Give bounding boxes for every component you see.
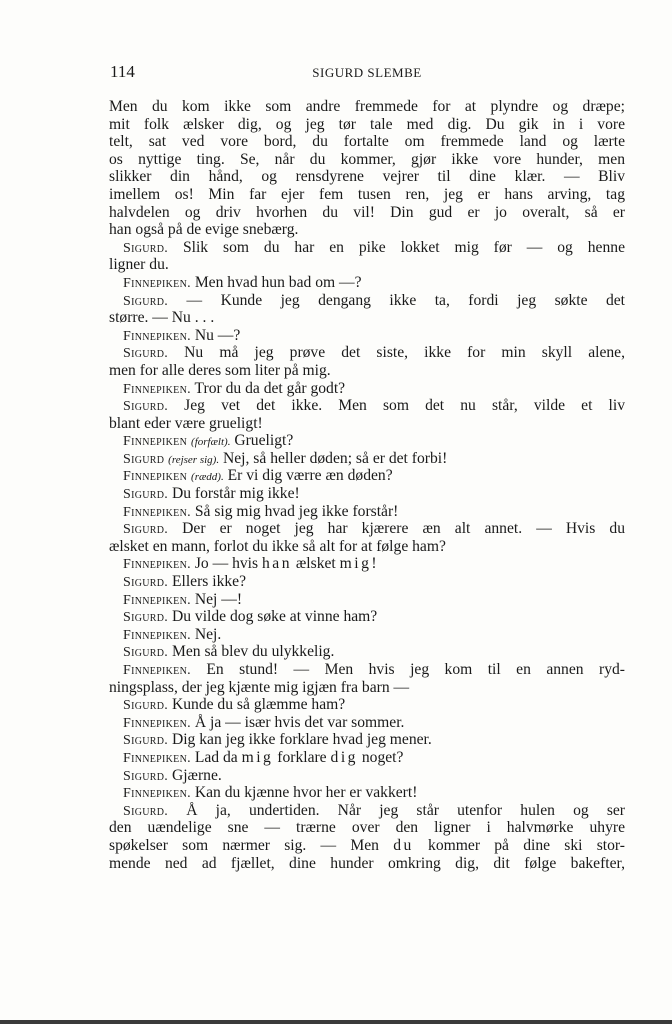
line-text: Kan du kjænne hvor her er vakkert! [190, 784, 418, 802]
text-line [109, 731, 625, 749]
line-text: ningsplass, der jeg kjænte mig igjæn fra barn — [109, 678, 410, 696]
line-text: blant eder være grueligt! [109, 414, 263, 432]
line-text: Jo — hvis [190, 555, 262, 573]
line-text: forklare [273, 748, 331, 766]
text-line [109, 837, 625, 855]
line-text: telt, sat ved vore bord, du fortalte om fremmede land og lærte [109, 133, 625, 151]
line-text: Nej. [190, 625, 222, 643]
text-line [109, 292, 625, 310]
emphasis: dig [330, 748, 358, 766]
speaker-name: Sigurd. [123, 733, 169, 749]
page-number: 114 [110, 62, 135, 81]
speaker-name: Finnepiken. [123, 381, 191, 397]
text-line [109, 274, 625, 292]
text-line [109, 538, 625, 556]
text-line [109, 362, 625, 380]
speaker-name: Finnepiken. [123, 786, 191, 802]
speaker-name: Sigurd. [123, 346, 169, 362]
text-line [109, 485, 625, 503]
text-line [109, 555, 625, 573]
text-line [109, 204, 625, 222]
line-text: Du vilde dog søke at vinne ham? [168, 608, 378, 626]
text-line [109, 380, 625, 398]
line-text: Jeg vet det ikke. Men som det nu står, vilde et liv [168, 397, 625, 415]
line-text: noget? [357, 748, 404, 766]
text-line [109, 450, 625, 468]
line-text: os nyttige ting. Se, når du kommer, gjør ikke vore hunder, men [109, 150, 625, 168]
text-line [109, 626, 625, 644]
speaker-name: Finnepiken [123, 469, 188, 485]
text-line [109, 116, 625, 134]
line-text: imellem os! Min far ejer fem tusen ren, jeg er hans arving, tag [109, 185, 625, 203]
text-line [109, 221, 625, 239]
stage-direction: (rædd). [191, 471, 224, 484]
line-text: ligner du. [109, 256, 169, 274]
speaker-name: Sigurd. [123, 399, 169, 415]
speaker-name: Finnepiken. [123, 627, 191, 643]
line-text: Å ja, undertiden. Når jeg står utenfor hulen og ser [168, 801, 625, 819]
speaker-name: Finnepiken. [123, 750, 191, 766]
line-text: Nu —? [190, 326, 241, 344]
text-line [109, 749, 625, 767]
emphasis: mig [241, 748, 274, 766]
text-line [109, 98, 625, 116]
page-bottom-edge [0, 1020, 672, 1024]
text-line [109, 855, 625, 873]
line-text: — Kunde jeg dengang ikke ta, fordi jeg søkte det [168, 291, 625, 309]
speaker-name: Sigurd. [123, 645, 169, 661]
line-text: Men du kom ikke som andre fremmede for at plyndre og dræpe; [109, 98, 625, 115]
stage-direction: (rejser sig). [168, 453, 220, 466]
speaker-name: Finnepiken. [123, 504, 191, 520]
line-text: Ellers ikke? [168, 573, 247, 591]
line-text: mende ned ad fjællet, dine hunder omkring dig, dit følge bakefter, [109, 854, 625, 872]
speaker-name: Sigurd. [123, 698, 169, 714]
line-text: Tror du da det går godt? [190, 379, 346, 397]
line-text: ælsket [292, 555, 340, 573]
text-line [109, 432, 625, 450]
line-text: den uændelige sne — trærne over den ligner i halvmørke uhyre [109, 819, 625, 837]
speaker-name: Finnepiken. [123, 663, 191, 678]
emphasis: du [393, 836, 414, 854]
line-text: Slik som du har en pike lokket mig før — og henne [168, 238, 625, 256]
speaker-name: Sigurd. [123, 768, 169, 784]
speaker-name: Sigurd. [123, 487, 169, 503]
line-text: Kunde du så glæmme ham? [168, 696, 346, 714]
line-text: Der er noget jeg har kjærere æn alt annet. — Hvis du [168, 520, 625, 538]
text-line [109, 802, 625, 820]
line-text: spøkelser som nærmer sig. — Men [109, 836, 394, 854]
speaker-name: Sigurd. [123, 610, 169, 626]
text-line [109, 186, 625, 204]
text-line [109, 714, 625, 732]
speaker-name: Sigurd. [123, 575, 169, 591]
speaker-name: Sigurd [123, 451, 165, 467]
line-text: halvdelen og driv hvorhen du vil! Din gud er jo overalt, så er [109, 203, 625, 221]
text-line [109, 767, 625, 785]
line-text: En stund! — Men hvis jeg kom til en annen ryd- [190, 661, 625, 678]
running-head: SIGURD SLEMBE [312, 65, 422, 80]
speaker-name: Sigurd. [123, 293, 169, 309]
line-text: mit folk ælsker dig, og jeg tør tale med dig. Du gik in i vore [109, 115, 625, 133]
speaker-name: Finnepiken [123, 434, 188, 450]
text-line [109, 309, 625, 327]
text-line [109, 415, 625, 433]
speaker-name: Finnepiken. [123, 557, 191, 573]
line-text: Er vi dig værre æn døden? [223, 467, 393, 485]
text-line [109, 643, 625, 661]
text-line [109, 133, 625, 151]
line-text: men for alle deres som liter på mig. [109, 361, 331, 379]
text-line [109, 661, 625, 679]
text-line [109, 520, 625, 538]
text-line [109, 256, 625, 274]
text-line [109, 679, 625, 697]
line-text: Så sig mig hvad jeg ikke forstår! [190, 502, 399, 520]
speaker-name: Sigurd. [123, 240, 169, 256]
page-header [110, 62, 624, 86]
line-text: ! [371, 555, 377, 573]
line-text: Nu må jeg prøve det siste, ikke for min skyll alene, [168, 344, 625, 362]
line-text: Grueligt? [230, 432, 294, 450]
text-line [109, 467, 625, 485]
text-line [109, 151, 625, 169]
line-text: Dig kan jeg ikke forklare hvad jeg mener. [168, 731, 432, 749]
text-line [109, 344, 625, 362]
line-text: Lad da [190, 748, 242, 766]
line-text: han også på de evige snebærg. [109, 221, 299, 239]
stage-direction: (forfælt). [191, 436, 231, 449]
line-text: kommer på dine ski stor- [413, 836, 625, 854]
text-line [109, 819, 625, 837]
line-text: Å ja — især hvis det var sommer. [190, 713, 405, 731]
text-line [109, 591, 625, 609]
speaker-name: Finnepiken. [123, 328, 191, 344]
line-text: slikker din hånd, og rensdyrene vejrer til dine klær. — Bliv [109, 168, 625, 186]
text-line [109, 696, 625, 714]
text-line [109, 573, 625, 591]
line-text: Men så blev du ulykkelig. [168, 643, 335, 661]
line-text: Gjærne. [168, 766, 222, 784]
line-text: Nej —! [190, 590, 243, 608]
speaker-name: Finnepiken. [123, 715, 191, 731]
text-line [109, 608, 625, 626]
text-line [109, 327, 625, 345]
line-text: ælsket en mann, forlot du ikke så alt for at følge ham? [109, 537, 446, 555]
line-text: Du forstår mig ikke! [168, 485, 300, 503]
emphasis: han [261, 555, 292, 573]
text-line [109, 168, 625, 186]
line-text: Nej, så heller døden; så er det forbi! [219, 449, 448, 467]
speaker-name: Finnepiken. [123, 275, 191, 291]
speaker-name: Sigurd. [123, 522, 169, 538]
text-line [109, 397, 625, 415]
speaker-name: Finnepiken. [123, 592, 191, 608]
text-line [109, 784, 625, 802]
body-text [109, 98, 625, 872]
line-text: Men hvad hun bad om —? [190, 273, 362, 291]
speaker-name: Sigurd. [123, 803, 169, 819]
emphasis: mig [339, 555, 372, 573]
text-line [109, 239, 625, 257]
text-line [109, 503, 625, 521]
line-text: større. — Nu . . . [109, 309, 215, 327]
